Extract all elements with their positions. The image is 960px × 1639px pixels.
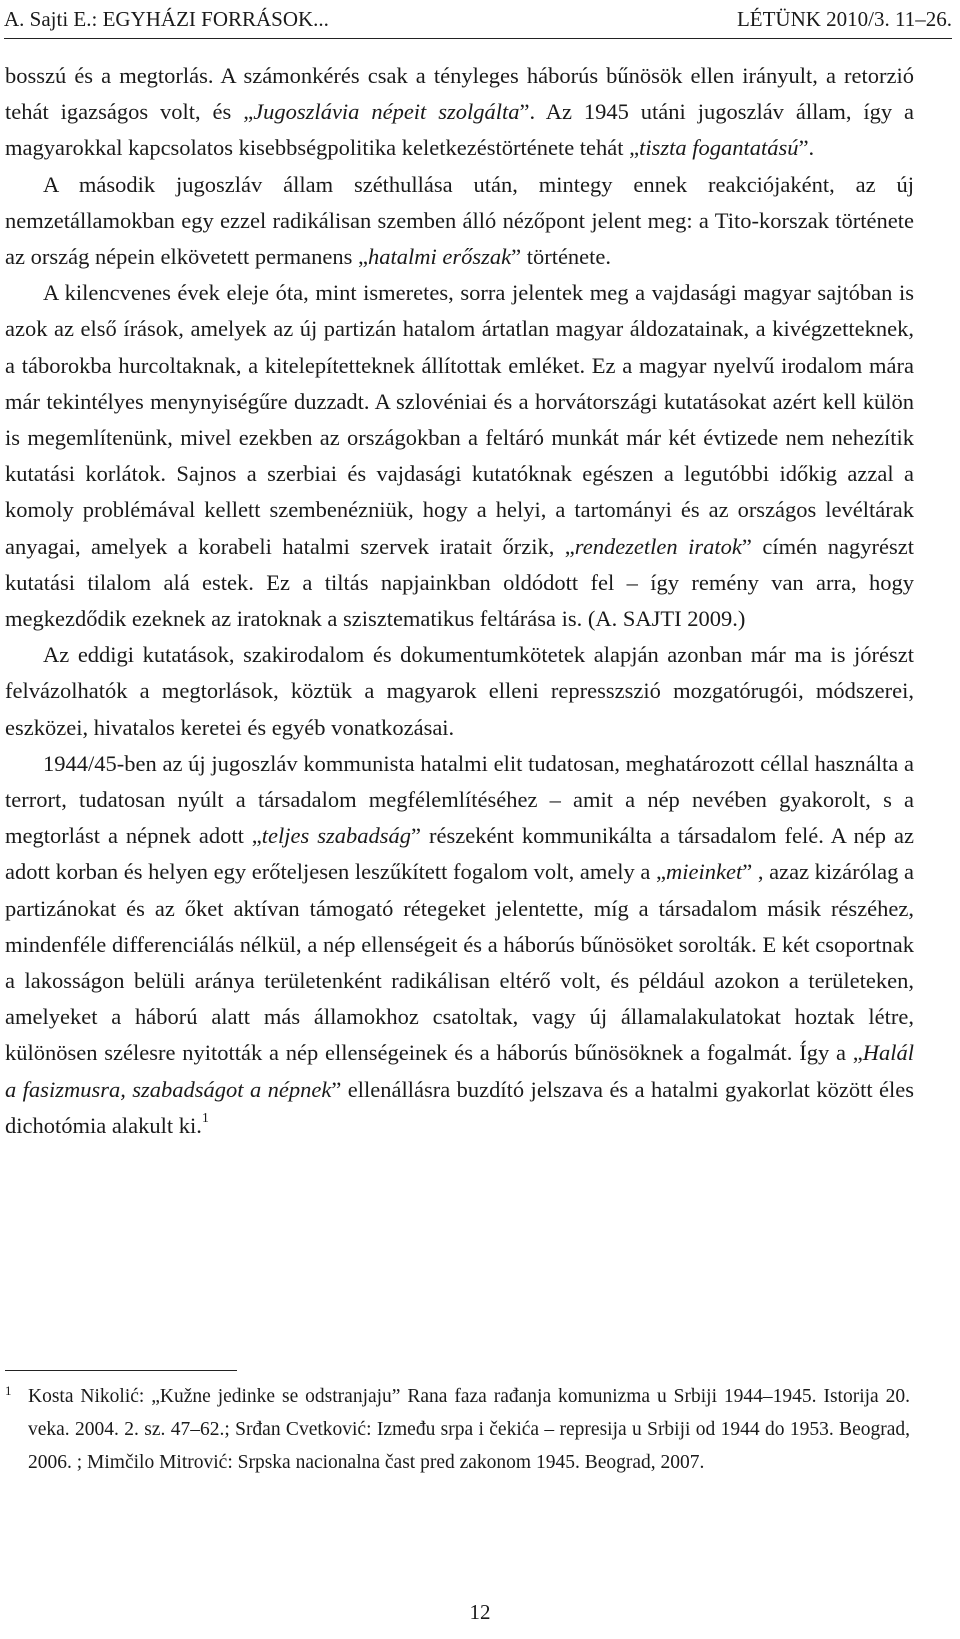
main-text <box>5 58 914 1144</box>
page-number: 12 <box>469 1600 491 1624</box>
footnote-mark: 1 <box>5 1383 12 1398</box>
footnote-reference[interactable]: 1 <box>201 1111 209 1127</box>
header-author-title: A. Sajti E.: EGYHÁZI FORRÁSOK... <box>4 7 329 31</box>
paragraph-4: Az eddigi kutatások, szakirodalom és dokumentumkötetek alapján azonban már ma is jórészt felvázolhatók a megtorlások, köztük a magyarok elleni represszszió mozgatórugói, módszerei, eszközei, hivatalos keretei és egyéb vonatkozásai. <box>5 642 914 740</box>
footnote-divider <box>5 1370 237 1371</box>
running-header <box>4 4 952 39</box>
footnote-text: Kosta Nikolić: „Kužne jedinke se odstranjaju” Rana faza rađanja komunizma u Srbiji 1944–1945. Istorija 20. veka. 2004. 2. sz. 47–62.; Srđan Cvetković: Između srpa i čekića – represija u Srbiji od 1944 do 1953. Beograd, 2006. ; Mimčilo Mitrović: Srpska nacionalna čast pred zakonom 1945. Beograd, 2007. <box>28 1386 910 1473</box>
footnote-1 <box>5 1381 910 1479</box>
paragraph-3: A kilencvenes évek eleje óta, mint ismeretes, sorra jelentek meg a vajdasági magyar sajtóban is azok az első írások, amelyek az új partizán hatalom ártatlan magyar áldozatainak, a kivégzetteknek, a táborokba hurcoltaknak, a kitelepítetteknek állítottak emléket. Ez a magyar nyelvű irodalom mára már tekintélyes menynyiségűre duzzadt. A szlovéniai és a horvátországi kutatásokat azért kell külön is megemlítenünk, mivel ezekben az országokban a feltáró munkát már két évtizede nem nehezítik kutatási korlátok. Sajnos a szerbiai és vajdasági kutatóknak egészen a legutóbbi időkig azzal a komoly problémával kellett szembenézniük, hogy a helyi, a tartományi és az országos levéltárak anyagai, amelyek a korabeli hatalmi szervek iratait őrzik, „rendezetlen iratok” címén nagyrészt kutatási tilalom alá estek. Ez a tiltás napjainkban oldódott fel – így remény van arra, hogy megkezdődik ezeknek az iratoknak a szisztematikus feltárása is. (A. SAJTI 2009.) <box>5 280 914 632</box>
paragraph-2: A második jugoszláv állam széthullása után, mintegy ennek reakciójaként, az új nemzetállamokban egy ezzel radikálisan szemben álló nézőpont jelent meg: a Tito-korszak története az ország népein elkövetett permanens „hatalmi erőszak” története. <box>5 171 914 270</box>
paragraph-1: bosszú és a megtorlás. A számonkérés csak a tényleges háborús bűnösök ellen irányult, a retorzió tehát igazságos volt, és „Jugoszlávia népeit szolgálta”. Az 1945 utáni jugoszláv állam, így a magyarokkal kapcsolatos kisebbségpolitika keletkezéstörténete tehát „tiszta fogantatású”. <box>5 63 914 161</box>
paragraph-5: 1944/45-ben az új jugoszláv kommunista hatalmi elit tudatosan, meghatározott céllal használta a terrort, tudatosan nyúlt a társadalom megfélemlítéséhez – amit a nép nevében gyakorolt, s a megtorlást a népnek adott „teljes szabadság” részeként kommunikálta a társadalom felé. A nép az adott korban és helyen egy erőteljesen leszűkített fogalom volt, amely a „mieinket” , azaz kizárólag a partizánokat és az őket aktívan támogató rétegeket jelentette, míg a társadalom másik részéhez, mindenféle differenciálás nélkül, a nép ellenségeit és a háborús bűnösöket sorolták. E két csoportnak a lakosságon belüli aránya területenként radikálisan eltérő volt, és például azokon a területeken, amelyeket a háború alatt más államokhoz csatoltak, vagy új államalakulatokat hoztak létre, különösen szélesre nyitották a nép ellenségeinek és a háborús bűnösöknek a fogalmát. Így a „Halál a fasizmusra, szabadságot a népnek” ellenállásra buzdító jelszava és a hatalmi gyakorlat között éles dichotómia alakult ki.$^1$ <box>5 750 914 1138</box>
header-journal-ref: LÉTÜNK 2010/3. 11–26. <box>736 7 952 31</box>
